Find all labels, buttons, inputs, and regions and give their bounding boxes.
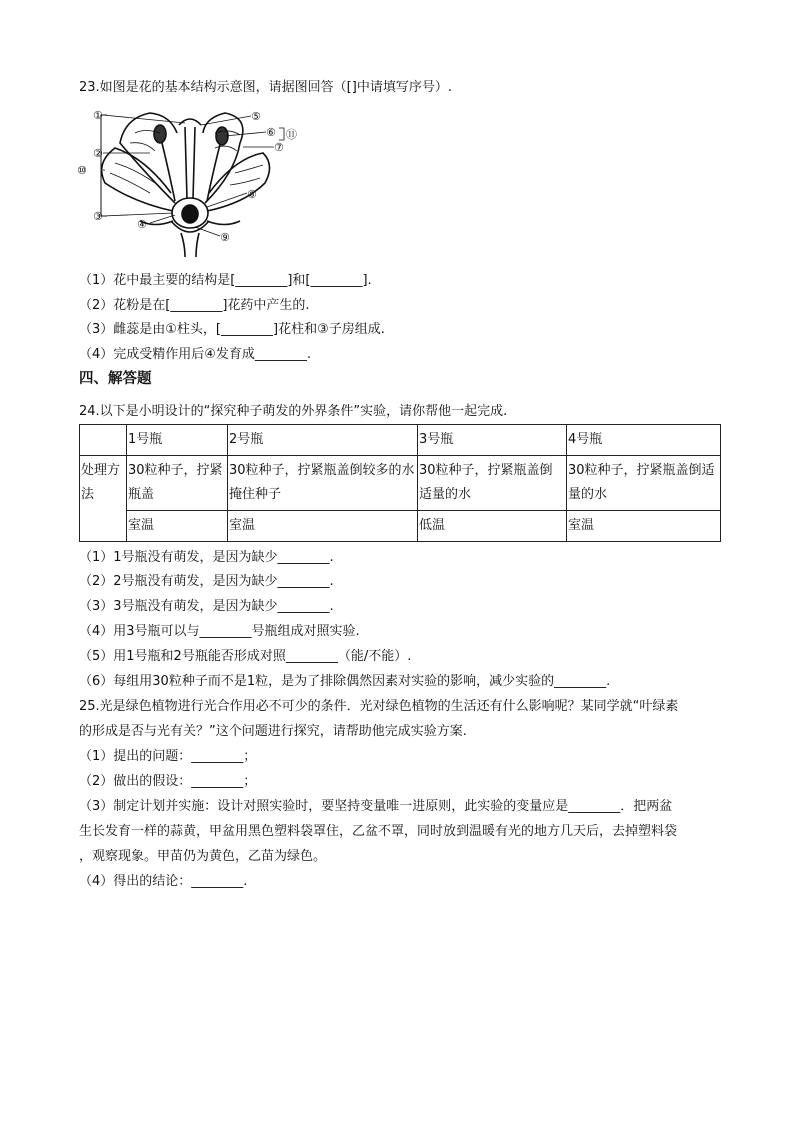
label-9: ⑨	[220, 231, 230, 244]
table-header-row	[80, 425, 721, 456]
q23-item-3: （3）雌蕊是由①柱头，[________]花柱和③子房组成.	[79, 322, 385, 337]
table-cell: 30粒种子，拧紧瓶盖倒适量的水	[567, 456, 721, 511]
q25-stem-line-1: 25.光是绿色植物进行光合作用必不可少的条件．光对绿色植物的生活还有什么影响呢？某同学就“叶绿素	[79, 699, 679, 714]
q24-item-4: （4）用3号瓶可以与________号瓶组成对照实验.	[79, 624, 360, 639]
q24-stem: 24.以下是小明设计的“探究种子萌发的外界条件”实验，请你帮他一起完成.	[79, 404, 508, 419]
petal-lower-left	[102, 148, 173, 211]
q23-item-1: （1）花中最主要的结构是[________]和[________].	[79, 273, 372, 288]
label-6: ⑥	[266, 126, 276, 139]
table-row	[80, 511, 721, 542]
q23-stem: 23.如图是花的基本结构示意图，请据图回答（[]中请填写序号）.	[79, 80, 452, 95]
q25-item-3-cont2: ，观察现象。甲苗仍为黄色，乙苗为绿色。	[79, 849, 327, 864]
table-header-cell: 4号瓶	[567, 425, 721, 456]
stigma-shape	[179, 119, 201, 125]
section-heading: 四、解答题	[79, 371, 152, 387]
row-label-cell: 处理方法	[80, 456, 127, 542]
q24-item-1: （1）1号瓶没有萌发，是因为缺少________.	[79, 550, 334, 565]
label-10: ⑩	[77, 164, 87, 177]
table-header-cell: 2号瓶	[228, 425, 418, 456]
table-cell: 低温	[418, 511, 567, 542]
style-shape	[185, 127, 195, 199]
ovule-shape	[182, 205, 198, 223]
q25-item-1: （1）提出的问题：________；	[79, 749, 257, 764]
q23-item-2: （2）花粉是在[________]花药中产生的.	[79, 298, 310, 313]
anther-left	[154, 125, 166, 143]
label-2: ②	[93, 147, 103, 160]
q25-item-3: （3）制定计划并实施：设计对照实验时，要坚持变量唯一进原则，此实验的变量应是________．把两盆	[79, 799, 673, 814]
label-1: ①	[93, 109, 103, 122]
table-row	[80, 456, 721, 511]
table-cell: 室温	[228, 511, 418, 542]
table-cell: 30粒种子，拧紧瓶盖倒较多的水掩住种子	[228, 456, 418, 511]
q23-item-4: （4）完成受精作用后④发育成________.	[79, 347, 312, 362]
q25-item-2: （2）做出的假设：________；	[79, 774, 257, 789]
q25-item-3-cont: 生长发育一样的蒜黄，甲盆用黑色塑料袋罩住，乙盆不罩，同时放到温暖有光的地方几天后，去掉塑料袋	[79, 824, 678, 839]
label-11: ⑪	[286, 128, 297, 141]
label-7: ⑦	[274, 141, 284, 154]
flower-structure-diagram	[75, 103, 310, 258]
label-5: ⑤	[251, 110, 261, 123]
q25-stem-line-2: 的形成是否与光有关？”这个问题进行探究，请帮助他完成实验方案.	[79, 724, 467, 739]
stem-shape	[181, 233, 199, 257]
table-cell: 室温	[127, 511, 228, 542]
label-4: ④	[137, 218, 147, 231]
label-3: ③	[93, 210, 103, 223]
q24-item-6: （6）每组用30粒种子而不是1粒，是为了排除偶然因素对实验的影响，减少实验的________.	[79, 674, 611, 689]
experiment-table	[79, 424, 721, 542]
table-header-cell	[80, 425, 127, 456]
q25-item-4: （4）得出的结论：________.	[79, 874, 248, 889]
table-cell: 30粒种子，拧紧瓶盖倒适量的水	[418, 456, 567, 511]
table-cell: 30粒种子，拧紧瓶盖	[127, 456, 228, 511]
q24-item-5: （5）用1号瓶和2号瓶能否形成对照________（能/不能）.	[79, 649, 412, 664]
table-cell: 室温	[567, 511, 721, 542]
table-header-cell: 1号瓶	[127, 425, 228, 456]
q24-item-2: （2）2号瓶没有萌发，是因为缺少________.	[79, 574, 334, 589]
table-header-cell: 3号瓶	[418, 425, 567, 456]
label-8: ⑧	[247, 188, 257, 201]
q24-item-3: （3）3号瓶没有萌发，是因为缺少________.	[79, 599, 334, 614]
